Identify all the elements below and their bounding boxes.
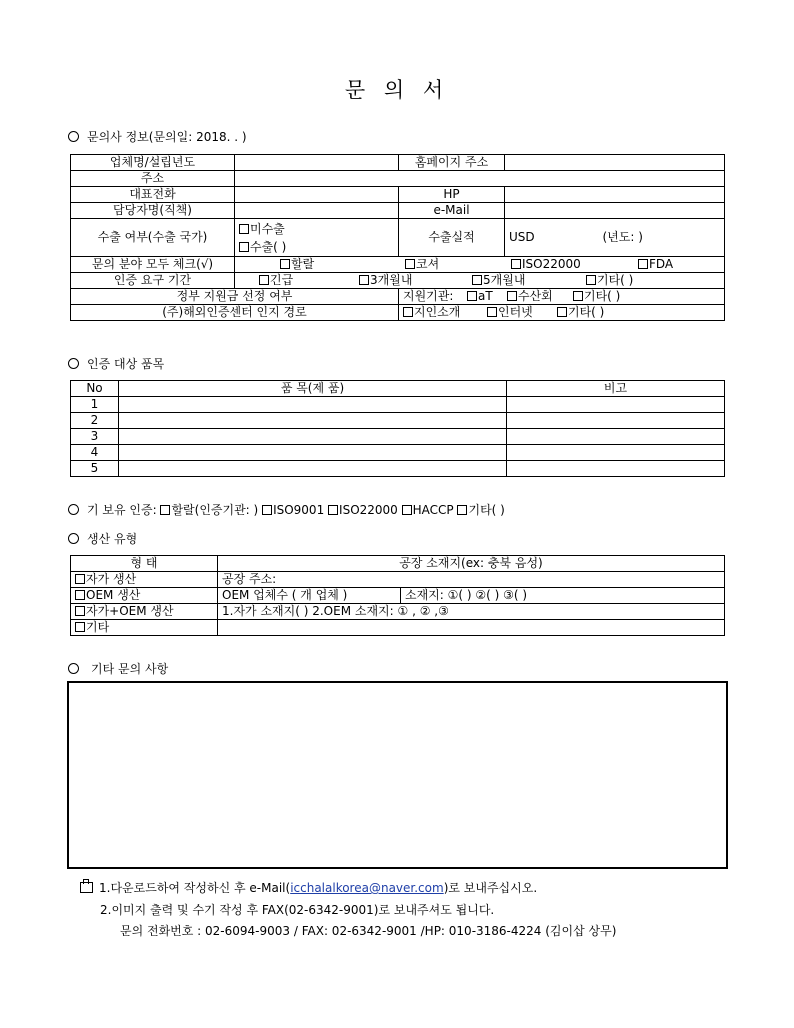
support-option-other[interactable] [573,289,620,304]
option-label: 코셔 [416,257,440,271]
homepage-label: 홈페이지 주소 [399,155,505,171]
table-row [71,413,725,429]
checkbox-icon[interactable] [402,505,412,515]
table-row [71,397,725,413]
email-label: e-Mail [399,203,505,219]
section-target-items [68,355,164,372]
checkbox-icon[interactable] [507,291,517,301]
support-label: 정부 지원금 선정 여부 [71,289,399,305]
col-header-item: 품 목(제 품) [119,381,507,397]
other-field[interactable] [218,620,725,636]
checkbox-icon[interactable] [586,275,596,285]
factory-address-field[interactable]: 공장 주소: [218,572,725,588]
option-label: 기타 [86,620,110,634]
checkbox-icon[interactable] [160,505,170,515]
section-production-type [68,530,137,547]
route-option-internet[interactable] [487,305,533,320]
phone-label: 대표전화 [71,187,235,203]
checkbox-icon[interactable] [75,590,85,600]
period-option-urgent[interactable] [259,273,293,288]
checkbox-icon[interactable] [262,505,272,515]
email-field[interactable] [505,203,725,219]
period-option-5months[interactable] [472,273,525,288]
row-number: 1 [71,397,119,413]
export-options [235,219,399,257]
option-label: 긴급 [270,273,294,287]
option-label: ISO22000 [522,257,581,271]
field-option-kosher[interactable] [405,257,439,272]
circle-bullet-icon [68,504,79,515]
cert-option-other[interactable] [457,503,504,517]
prod-option-self[interactable] [71,572,218,588]
row-number: 5 [71,461,119,477]
period-options [235,273,725,289]
option-label: 3개월내 [370,273,413,287]
col-header-remarks: 비고 [507,381,725,397]
cert-option-iso22000[interactable] [328,503,398,517]
prod-option-other[interactable] [71,620,218,636]
section-other-inquiry [68,660,168,677]
remarks-field[interactable] [507,397,725,413]
homepage-field[interactable] [505,155,725,171]
checkbox-icon[interactable] [75,606,85,616]
year-label: (년도: ) [602,230,643,244]
hp-field[interactable] [505,187,725,203]
col-header-no: No [71,381,119,397]
inquirer-info-table [70,154,725,321]
cert-option-haccp[interactable] [402,503,454,517]
option-label: HACCP [412,503,454,517]
other-inquiry-textarea[interactable] [67,681,728,869]
row-number: 3 [71,429,119,445]
option-label: 기타( ) [468,503,505,517]
checkbox-icon[interactable] [75,622,85,632]
option-label: 미수출 [250,221,285,236]
checkbox-icon[interactable] [487,307,497,317]
checkbox-icon[interactable] [472,275,482,285]
self-oem-location-field[interactable]: 1.자가 소재지( ) 2.OEM 소재지: ① , ② ,③ [218,604,725,620]
field-label: 문의 분야 모두 체크(√) [71,257,235,273]
table-row [71,429,725,445]
option-label: ISO9001 [273,503,325,517]
oem-count-field[interactable]: OEM 업체수 ( 개 업체 ) [218,588,401,604]
circle-bullet-icon [68,358,79,369]
cert-option-iso9001[interactable] [262,503,324,517]
prod-option-oem[interactable] [71,588,218,604]
option-label: 수산회 [518,289,553,303]
checkbox-icon[interactable] [403,307,413,317]
manager-label: 담당자명(직책) [71,203,235,219]
pointing-hand-icon [80,882,93,893]
support-option-at[interactable] [467,289,493,304]
items-table [70,380,725,477]
field-option-iso22000[interactable] [511,257,581,272]
cert-option-halal[interactable] [160,503,258,517]
option-label: ISO22000 [339,503,398,517]
note-text: )로 보내주십시오. [443,881,538,895]
support-options [399,289,725,305]
period-label: 인증 요구 기간 [71,273,235,289]
route-label: (주)해외인증센터 인지 경로 [71,305,399,321]
option-label: aT [478,289,493,303]
checkbox-icon[interactable] [259,275,269,285]
section-title: 기타 문의 사항 [91,662,169,676]
production-table [70,555,725,636]
checkbox-icon[interactable] [573,291,583,301]
checkbox-icon[interactable] [457,505,467,515]
hp-label: HP [399,187,505,203]
section-title: 생산 유형 [87,532,138,546]
remarks-field[interactable] [507,461,725,477]
item-field[interactable] [119,429,507,445]
option-label: 자가+OEM 생산 [86,604,174,618]
col-header-location: 공장 소재지(ex: 충북 음성) [218,556,725,572]
address-label: 주소 [71,171,235,187]
section-title: 인증 대상 품목 [87,357,165,371]
email-link[interactable]: icchalalkorea@naver.com [290,881,444,895]
section-title: 문의사 정보(문의일: 2018. . ) [87,130,247,144]
oem-location-field[interactable]: 소재지: ①( ) ②( ) ③( ) [401,588,725,604]
company-label: 업체명/설립년도 [71,155,235,171]
route-option-referral[interactable] [403,305,460,320]
circle-bullet-icon [68,131,79,142]
col-header-type: 형 태 [71,556,218,572]
note-text: 1.다운로드하여 작성하신 후 e-Mail( [99,881,291,895]
circle-bullet-icon [68,663,79,674]
manager-field[interactable] [235,203,399,219]
option-label: 할랄(인증기관: ) [171,503,259,517]
field-options [235,257,725,273]
item-field[interactable] [119,397,507,413]
route-option-other[interactable] [557,305,604,320]
support-option-fisheries[interactable] [507,289,553,304]
option-label: FDA [649,257,674,271]
option-label: 5개월내 [483,273,526,287]
period-option-3months[interactable] [359,273,412,288]
export-option-yes[interactable] [239,238,394,256]
checkbox-icon[interactable] [328,505,338,515]
support-org-label: 지원기관: [403,289,454,303]
note-line-2: 2.이미지 출력 및 수기 작성 후 FAX(02-6342-9001)로 보내주셔도 됩니다. [100,903,495,917]
checkbox-icon[interactable] [75,574,85,584]
checkbox-icon[interactable] [511,259,521,269]
checkbox-icon[interactable] [467,291,477,301]
option-label: 기타( ) [584,289,621,303]
row-number: 4 [71,445,119,461]
option-label: 할랄 [291,257,315,271]
address-field[interactable] [235,171,725,187]
prod-option-self-oem[interactable] [71,604,218,620]
document-title: 문 의 서 [344,78,450,102]
option-label: 수출( ) [250,239,287,254]
option-label: 기타( ) [568,305,605,319]
note-line-3: 문의 전화번호 : 02-6094-9003 / FAX: 02-6342-9001 /HP: 010-3186-4224 (김이삽 상무) [120,924,617,938]
circle-bullet-icon [68,533,79,544]
export-result-field[interactable] [505,219,725,257]
route-options [399,305,725,321]
row-number: 2 [71,413,119,429]
section-existing-certs [68,501,505,518]
option-label: OEM 생산 [86,588,141,602]
option-label: 기타( ) [597,273,634,287]
company-field[interactable] [235,155,399,171]
export-label: 수출 여부(수출 국가) [71,219,235,257]
checkbox-icon[interactable] [239,224,249,234]
export-result-label: 수출실적 [399,219,505,257]
remarks-field[interactable] [507,413,725,429]
field-option-fda[interactable] [638,257,673,272]
table-row [71,461,725,477]
item-field[interactable] [119,413,507,429]
checkbox-icon[interactable] [557,307,567,317]
checkbox-icon[interactable] [239,242,249,252]
option-label: 자가 생산 [86,572,137,586]
note-line-1 [80,879,537,896]
table-row [71,445,725,461]
field-option-halal[interactable] [280,257,314,272]
remarks-field[interactable] [507,445,725,461]
section-inquirer-info [68,128,247,145]
option-label: 인터넷 [498,305,533,319]
option-label: 지인소개 [414,305,461,319]
item-field[interactable] [119,461,507,477]
usd-label: USD [509,230,535,244]
period-option-other[interactable] [586,273,633,288]
section-title: 기 보유 인증: [87,503,161,517]
checkbox-icon[interactable] [405,259,415,269]
item-field[interactable] [119,445,507,461]
checkbox-icon[interactable] [638,259,648,269]
checkbox-icon[interactable] [280,259,290,269]
phone-field[interactable] [235,187,399,203]
remarks-field[interactable] [507,429,725,445]
export-option-none[interactable] [239,220,394,238]
checkbox-icon[interactable] [359,275,369,285]
